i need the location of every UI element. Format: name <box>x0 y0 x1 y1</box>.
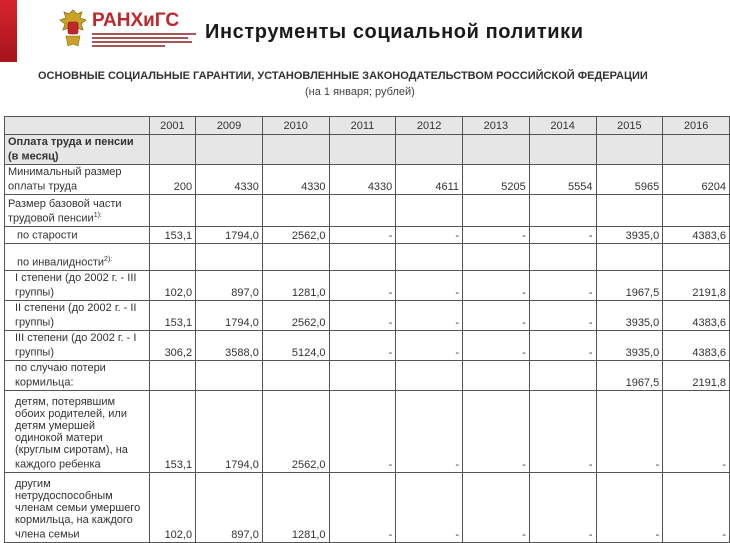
value-cell: 1281,0 <box>262 473 329 543</box>
value-cell <box>262 195 329 227</box>
year-header: 2014 <box>529 117 596 135</box>
row-label-cell <box>5 135 150 165</box>
value-cell: - <box>463 227 530 244</box>
document-subheading: (на 1 января; рублей) <box>305 86 415 98</box>
row-label: Размер базовой части трудовой пенсии <box>8 198 122 225</box>
footnote-marker: 1): <box>93 212 102 220</box>
row-label-cell <box>5 244 150 271</box>
year-header: 2011 <box>329 117 396 135</box>
value-cell: 4611 <box>396 165 463 195</box>
logo <box>58 8 198 52</box>
value-cell: - <box>596 473 663 543</box>
value-cell <box>596 244 663 271</box>
row-label: детям, потерявшим обоих родителей, или детям умершей одинокой матери (круглым сиротам), на каждого ребенка <box>15 396 128 471</box>
value-cell: 5205 <box>463 165 530 195</box>
value-cell <box>329 244 396 271</box>
accent-bar <box>0 0 17 62</box>
value-cell: - <box>463 391 530 473</box>
value-cell: - <box>463 301 530 331</box>
value-cell: 2191,8 <box>663 361 730 391</box>
value-cell <box>329 195 396 227</box>
value-cell: 102,0 <box>149 473 196 543</box>
value-cell: 102,0 <box>149 271 196 301</box>
value-cell: 153,1 <box>149 301 196 331</box>
document-heading: ОСНОВНЫЕ СОЦИАЛЬНЫЕ ГАРАНТИИ, УСТАНОВЛЕННЫЕ ЗАКОНОДАТЕЛЬСТВОМ РОССИЙСКОЙ ФЕДЕРАЦИИ <box>38 70 648 82</box>
value-cell: 1967,5 <box>596 361 663 391</box>
value-cell <box>463 135 530 165</box>
value-cell: 897,0 <box>196 271 263 301</box>
header-row <box>5 117 730 135</box>
year-header: 2010 <box>262 117 329 135</box>
table-row <box>5 195 730 227</box>
value-cell: - <box>663 391 730 473</box>
value-cell <box>196 135 263 165</box>
footnote-marker: 2): <box>104 256 113 264</box>
value-cell: - <box>529 301 596 331</box>
value-cell <box>463 361 530 391</box>
year-header: 2001 <box>149 117 196 135</box>
value-cell: - <box>463 271 530 301</box>
value-cell <box>529 244 596 271</box>
value-cell <box>396 135 463 165</box>
table-row <box>5 244 730 271</box>
eagle-emblem-icon <box>58 8 88 48</box>
row-label-cell <box>5 473 150 543</box>
value-cell <box>329 135 396 165</box>
table-row <box>5 271 730 301</box>
value-cell <box>262 361 329 391</box>
table-row <box>5 331 730 361</box>
row-label-cell <box>5 271 150 301</box>
value-cell: 6204 <box>663 165 730 195</box>
row-label-cell <box>5 227 150 244</box>
value-cell <box>149 361 196 391</box>
table-row <box>5 227 730 244</box>
row-label-cell <box>5 301 150 331</box>
year-header: 2012 <box>396 117 463 135</box>
header-corner <box>5 117 150 135</box>
value-cell: 1794,0 <box>196 227 263 244</box>
row-label: другим нетрудоспособным членам семьи умершего кормильца, на каждого члена семьи <box>15 478 141 541</box>
value-cell: - <box>463 331 530 361</box>
row-label-cell <box>5 391 150 473</box>
value-cell: - <box>529 391 596 473</box>
value-cell: - <box>396 331 463 361</box>
table-row <box>5 165 730 195</box>
value-cell <box>329 361 396 391</box>
value-cell: 153,1 <box>149 227 196 244</box>
row-label: по случаю потери кормильца: <box>15 362 106 389</box>
year-header: 2013 <box>463 117 530 135</box>
value-cell <box>149 195 196 227</box>
value-cell: - <box>329 331 396 361</box>
value-cell <box>663 135 730 165</box>
social-guarantees-table <box>4 116 730 543</box>
table-row <box>5 301 730 331</box>
value-cell <box>262 244 329 271</box>
logo-subtitle-lines <box>92 33 196 49</box>
value-cell: 4330 <box>262 165 329 195</box>
value-cell: - <box>529 227 596 244</box>
row-label: I степени (до 2002 г. - III группы) <box>15 272 137 299</box>
value-cell: 4383,6 <box>663 301 730 331</box>
value-cell: - <box>396 473 463 543</box>
row-label: II степени (до 2002 г. - II группы) <box>15 302 137 329</box>
value-cell <box>396 361 463 391</box>
slide-title: Инструменты социальной политики <box>205 21 584 43</box>
value-cell: - <box>396 271 463 301</box>
value-cell: 1967,5 <box>596 271 663 301</box>
value-cell <box>196 244 263 271</box>
value-cell: - <box>329 271 396 301</box>
value-cell: 1281,0 <box>262 271 329 301</box>
value-cell: - <box>529 271 596 301</box>
value-cell <box>529 135 596 165</box>
value-cell: 2191,8 <box>663 271 730 301</box>
logo-text: РАНХиГС <box>92 10 180 31</box>
value-cell <box>596 195 663 227</box>
row-label: по старости <box>17 230 78 242</box>
value-cell <box>663 195 730 227</box>
row-label: Оплата труда и пенсии (в месяц) <box>8 136 134 163</box>
value-cell <box>196 195 263 227</box>
year-header: 2015 <box>596 117 663 135</box>
row-label: по инвалидности <box>17 257 105 269</box>
value-cell <box>396 195 463 227</box>
value-cell: 3935,0 <box>596 301 663 331</box>
value-cell: - <box>396 227 463 244</box>
value-cell: 2562,0 <box>262 301 329 331</box>
row-label-cell <box>5 165 150 195</box>
value-cell: - <box>329 227 396 244</box>
value-cell: - <box>329 473 396 543</box>
row-label-cell <box>5 361 150 391</box>
value-cell: - <box>529 473 596 543</box>
year-header: 2009 <box>196 117 263 135</box>
row-label: III степени (до 2002 г. - I группы) <box>15 332 137 359</box>
value-cell: 1794,0 <box>196 391 263 473</box>
value-cell <box>663 244 730 271</box>
value-cell: - <box>396 301 463 331</box>
value-cell: 4383,6 <box>663 331 730 361</box>
value-cell: 5965 <box>596 165 663 195</box>
value-cell: - <box>463 473 530 543</box>
value-cell <box>529 361 596 391</box>
value-cell: 4330 <box>329 165 396 195</box>
value-cell: 4383,6 <box>663 227 730 244</box>
value-cell: - <box>329 391 396 473</box>
value-cell <box>463 195 530 227</box>
value-cell <box>529 195 596 227</box>
table-row <box>5 361 730 391</box>
table-row <box>5 135 730 165</box>
value-cell: 5554 <box>529 165 596 195</box>
value-cell: - <box>663 473 730 543</box>
row-label-cell <box>5 331 150 361</box>
value-cell: - <box>529 331 596 361</box>
value-cell: 153,1 <box>149 391 196 473</box>
value-cell: 1794,0 <box>196 301 263 331</box>
value-cell: 3935,0 <box>596 331 663 361</box>
value-cell <box>396 244 463 271</box>
year-header: 2016 <box>663 117 730 135</box>
value-cell: 3935,0 <box>596 227 663 244</box>
value-cell <box>463 244 530 271</box>
value-cell: - <box>396 391 463 473</box>
value-cell: 897,0 <box>196 473 263 543</box>
value-cell: 3588,0 <box>196 331 263 361</box>
value-cell: 4330 <box>196 165 263 195</box>
value-cell: 200 <box>149 165 196 195</box>
value-cell <box>149 244 196 271</box>
table-row <box>5 391 730 473</box>
value-cell <box>196 361 263 391</box>
value-cell: - <box>329 301 396 331</box>
row-label: Минимальный размер оплаты труда <box>8 166 122 193</box>
value-cell <box>262 135 329 165</box>
value-cell: 306,2 <box>149 331 196 361</box>
value-cell: 5124,0 <box>262 331 329 361</box>
row-label-cell <box>5 195 150 227</box>
value-cell: - <box>596 391 663 473</box>
value-cell <box>149 135 196 165</box>
value-cell <box>596 135 663 165</box>
value-cell: 2562,0 <box>262 227 329 244</box>
table-row <box>5 473 730 543</box>
value-cell: 2562,0 <box>262 391 329 473</box>
